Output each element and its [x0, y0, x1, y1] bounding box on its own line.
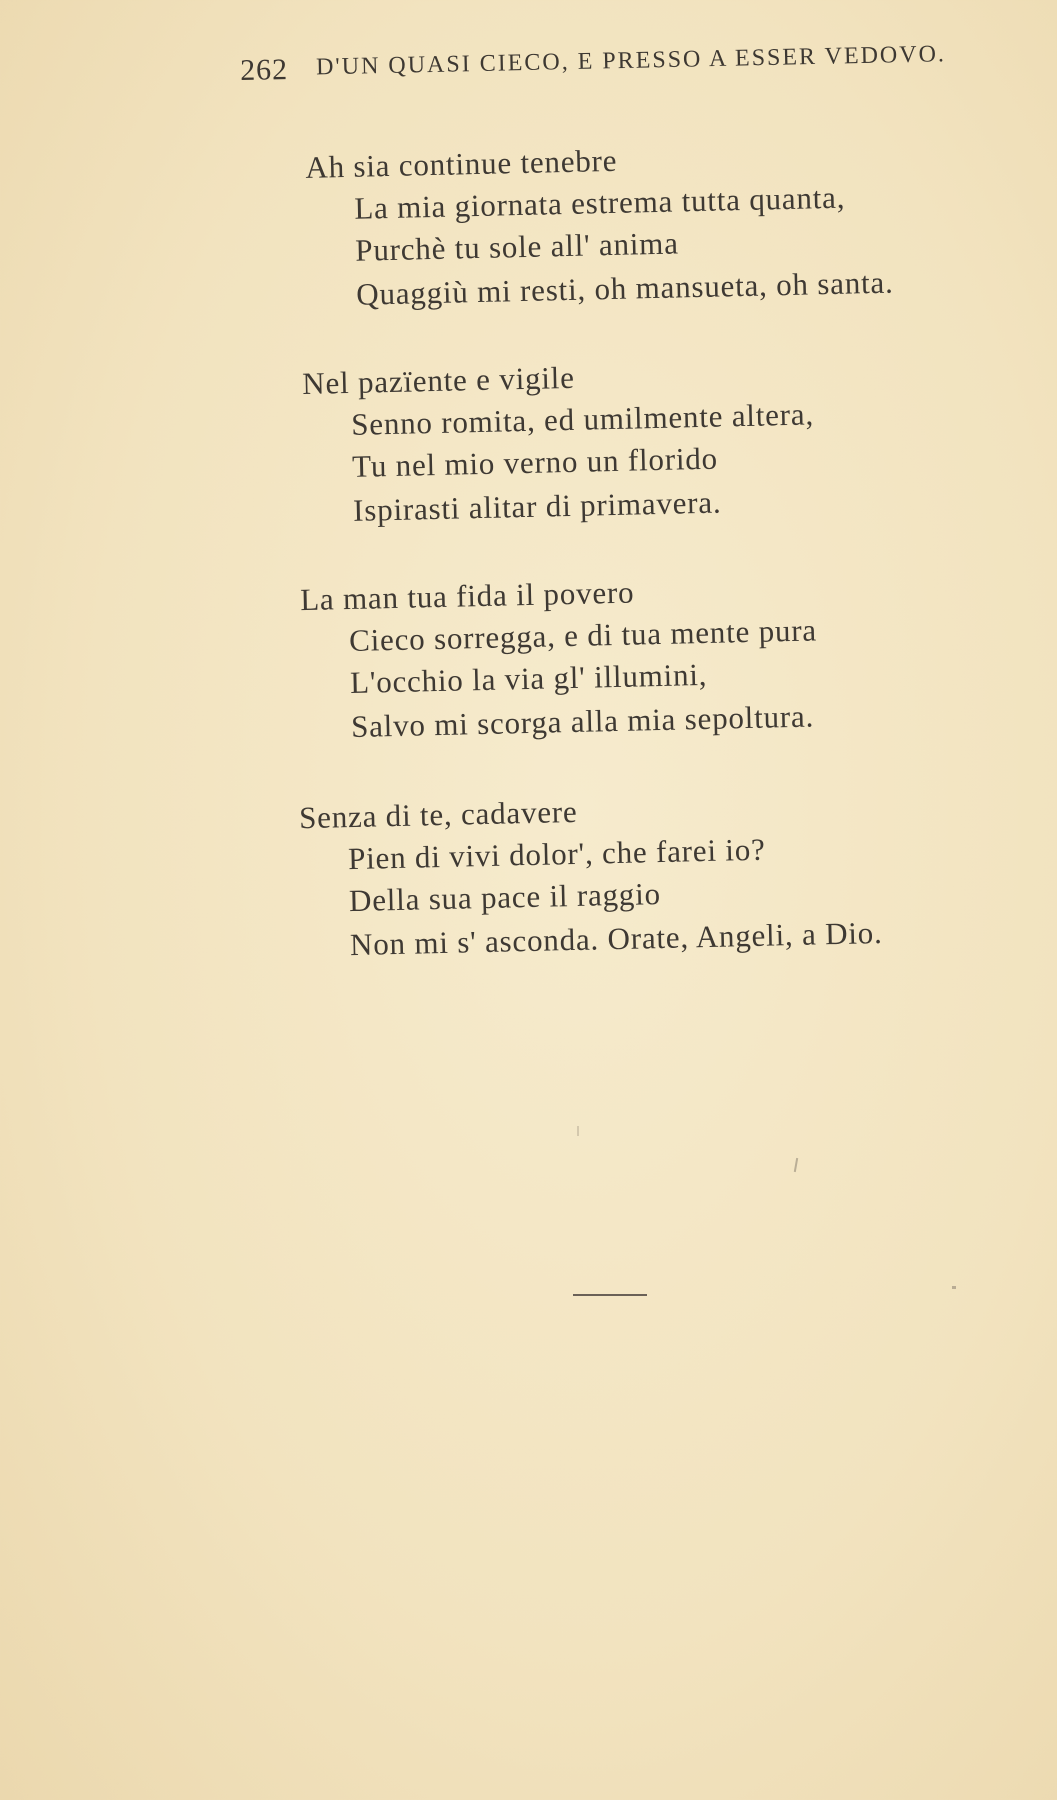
verse-line: Non mi s' asconda. Orate, Angeli, a Dio.	[349, 914, 883, 963]
verse-line: Pien di vivi dolor', che farei io?	[347, 831, 766, 877]
verse-line: Tu nel mio verno un florido	[351, 440, 719, 484]
verse-line: Salvo mi scorga alla mia sepoltura.	[350, 698, 815, 744]
verse-line: La man tua fida il povero	[299, 574, 635, 618]
stanza-3	[299, 565, 1057, 744]
verse-line: Ah sia continue tenebre	[304, 142, 618, 185]
verse-line: Quaggiù mi resti, oh mansueta, oh santa.	[355, 264, 894, 312]
end-rule	[573, 1294, 647, 1296]
verse-line: Cieco sorregga, e di tua mente pura	[348, 612, 818, 659]
verse-line: Ispirasti alitar di primavera.	[352, 484, 722, 528]
verse-line: L'occhio la via gl' illumini,	[349, 656, 708, 700]
stanza-2	[301, 349, 1057, 528]
stanza-1	[304, 133, 1057, 312]
paper-speck	[952, 1286, 956, 1289]
verse-line: Della sua pace il raggio	[348, 876, 662, 919]
verse-line: La mia giornata estrema tutta quanta,	[353, 179, 846, 226]
paper-speck	[577, 1126, 579, 1136]
verse-line: Purchè tu sole all' anima	[354, 225, 680, 268]
running-title: D'UN QUASI CIECO, E PRESSO A ESSER VEDOVO.	[315, 41, 947, 81]
stanza-4	[298, 783, 1057, 963]
verse-line: Nel pazïente e vigile	[301, 359, 576, 402]
running-head	[239, 25, 960, 90]
paper-speck	[794, 1158, 798, 1172]
verse-line: Senno romita, ed umilmente altera,	[350, 396, 815, 442]
page-number: 262	[239, 52, 289, 87]
verse-line: Senza di te, cadavere	[298, 793, 578, 836]
